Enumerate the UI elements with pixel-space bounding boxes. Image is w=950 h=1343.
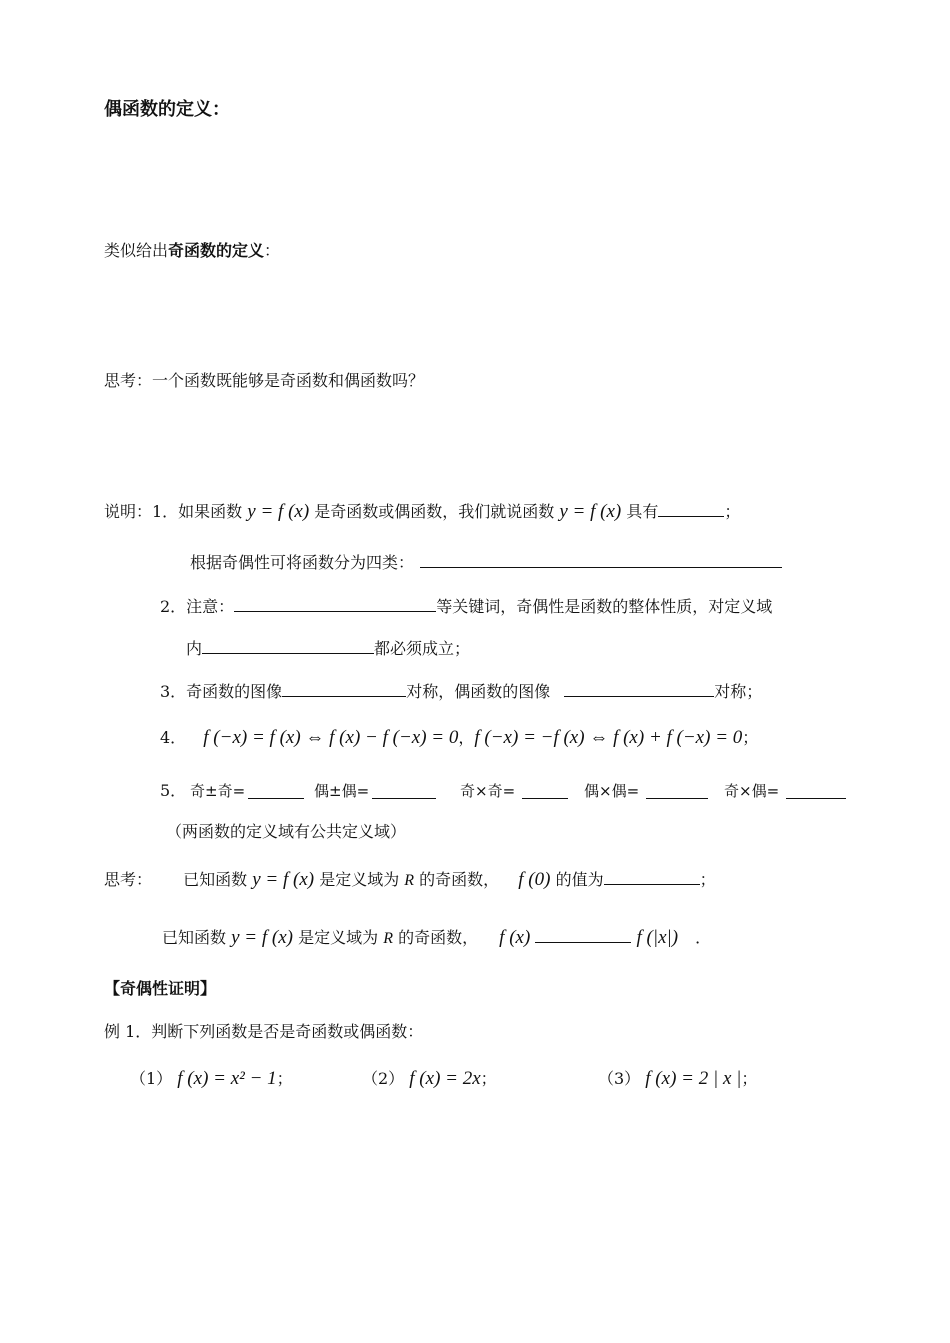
think2-text3: 的奇函数， — [419, 870, 500, 889]
prompt-bold: 奇函数的定义 — [168, 241, 265, 260]
think2b-end: ． — [695, 928, 712, 947]
think2b-R: R — [383, 930, 393, 947]
note-2 — [160, 595, 772, 618]
note5-item-4: 偶×偶= — [584, 782, 640, 800]
think2-f0: f (0) — [518, 869, 551, 890]
example-item-3 — [598, 1068, 757, 1090]
example-item-2 — [362, 1068, 497, 1090]
note4-end: ； — [742, 728, 759, 747]
note-1b — [190, 551, 782, 574]
note2-prefix: 2．注意： — [160, 597, 235, 616]
note1-suffix: 具有 — [626, 502, 659, 521]
odd-definition-prompt — [104, 240, 280, 262]
think2-text2: 是定义域为 — [319, 870, 400, 889]
blank-odd-times-odd[interactable] — [522, 782, 568, 799]
example-item-2-end: ； — [480, 1069, 497, 1088]
example-item-2-formula: f (x) = 2x — [409, 1068, 481, 1089]
note1b-text: 根据奇偶性可将函数分为四类： — [190, 553, 415, 572]
note4-formula-b: f (−x) = −f (x) ⇔ f (x) + f (−x) = 0 — [474, 727, 743, 748]
example-item-1-formula: f (x) = x² − 1 — [177, 1068, 277, 1089]
note1-formula-b: y = f (x) — [559, 501, 622, 522]
note2b-after: 都必须成立； — [374, 639, 471, 658]
note4-formula-a: f (−x) = f (x) ⇔ f (x) − f (−x) = 0 — [203, 727, 459, 748]
heading-even-function: 偶函数的定义： — [104, 99, 230, 120]
prompt-prefix: 类似给出 — [104, 241, 169, 260]
note-3 — [160, 680, 762, 703]
note-1 — [104, 500, 740, 523]
note5-item-1: 奇±奇= — [190, 782, 246, 800]
think2b-fabs: f (|x|) — [636, 927, 679, 948]
example-1: 例 1．判断下列函数是否是奇函数或偶函数： — [104, 1022, 424, 1041]
note5-item-3: 奇×奇= — [460, 782, 516, 800]
note2b-prefix: 内 — [186, 639, 203, 658]
note3-prefix: 3．奇函数的图像 — [160, 682, 283, 701]
note3-after: 对称； — [714, 682, 763, 701]
note1-formula-a: y = f (x) — [247, 501, 310, 522]
blank-f0-value[interactable] — [604, 868, 700, 885]
think2b-text3: 的奇函数， — [398, 928, 479, 947]
blank-even-times-even[interactable] — [646, 782, 708, 799]
blank-domain[interactable] — [202, 637, 374, 654]
think2-text4: 的值为 — [555, 870, 604, 889]
think2b-text2: 是定义域为 — [298, 928, 379, 947]
think2-formula: y = f (x) — [252, 869, 315, 890]
example-item-1-end: ； — [276, 1069, 293, 1088]
note5-num: 5． — [160, 781, 187, 800]
note1-mid: 是奇函数或偶函数，我们就说函数 — [314, 502, 555, 521]
section-title-proof: 【奇偶性证明】 — [104, 979, 217, 998]
think2-text1: 已知函数 — [183, 870, 248, 889]
think2-end: ； — [699, 870, 716, 889]
example-item-3-num: （3） — [598, 1069, 641, 1088]
blank-keywords[interactable] — [234, 595, 436, 612]
blank-odd-symmetry[interactable] — [282, 680, 406, 697]
example-item-3-formula: f (x) = 2 | x | — [645, 1068, 742, 1089]
note1-end: ； — [724, 502, 741, 521]
think2-label: 思考： — [104, 870, 153, 889]
think-question-2 — [104, 868, 716, 892]
note2-after: 等关键词，奇偶性是函数的整体性质，对定义域 — [436, 597, 773, 616]
blank-even-plus-even[interactable] — [372, 782, 436, 799]
example-item-1 — [130, 1068, 293, 1090]
blank-compare[interactable] — [535, 926, 631, 943]
blank-odd-plus-odd[interactable] — [248, 782, 304, 799]
note5-item-5: 奇×偶= — [724, 782, 780, 800]
note-5 — [160, 780, 780, 802]
think2-R: R — [404, 872, 415, 889]
think2b-fx: f (x) — [499, 927, 531, 948]
blank-property[interactable] — [658, 500, 724, 517]
note1-label: 说明：1．如果函数 — [104, 502, 243, 521]
note4-sep: ， — [458, 728, 475, 747]
example-item-3-end: ； — [741, 1069, 758, 1088]
think-question-1: 思考：一个函数既能够是奇函数和偶函数吗？ — [104, 371, 425, 390]
example-item-1-num: （1） — [130, 1069, 173, 1088]
blank-four-classes[interactable] — [420, 551, 782, 568]
example-item-2-num: （2） — [362, 1069, 405, 1088]
think2b-text1: 已知函数 — [162, 928, 227, 947]
note4-num: 4． — [160, 728, 187, 747]
prompt-colon: ： — [264, 241, 281, 260]
note-4 — [160, 727, 758, 749]
note5-item-2: 偶±偶= — [314, 782, 370, 800]
note3-mid: 对称，偶函数的图像 — [406, 682, 551, 701]
blank-odd-times-even[interactable] — [786, 782, 846, 799]
note-5b: （两函数的定义域有公共定义域） — [166, 822, 407, 841]
think2b-formula: y = f (x) — [231, 927, 293, 948]
blank-even-symmetry[interactable] — [564, 680, 714, 697]
note-2b — [186, 637, 470, 660]
think-question-2b — [162, 926, 711, 950]
